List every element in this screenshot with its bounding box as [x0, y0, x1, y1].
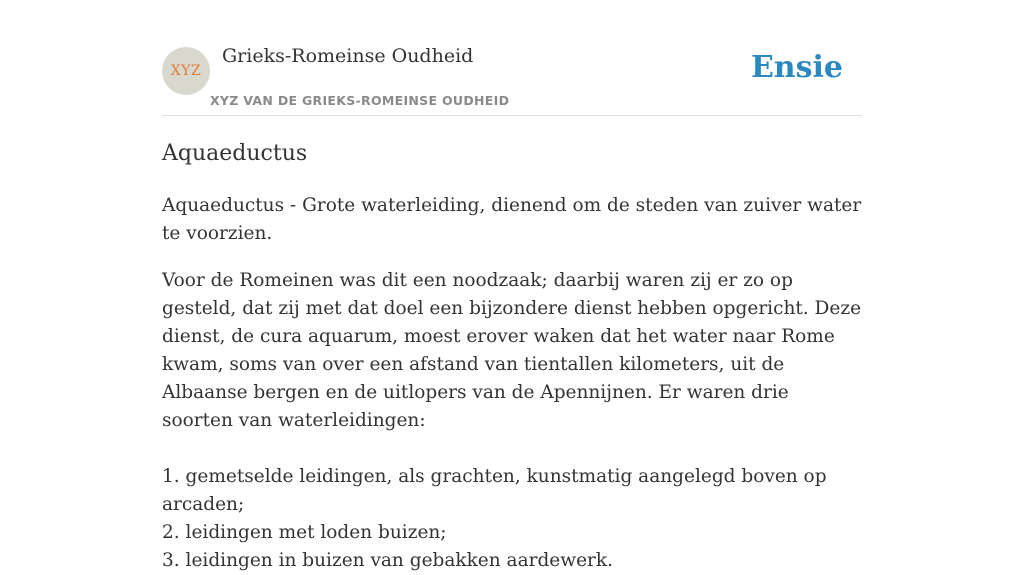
list-item: 2. leidingen met loden buizen;	[162, 522, 447, 543]
list-item: 3. leidingen in buizen van gebakken aardewerk.	[162, 550, 613, 571]
ensie-brand-link[interactable]: Ensie	[750, 50, 843, 85]
site-title[interactable]: Grieks-Romeinse Oudheid	[222, 45, 474, 67]
article-paragraph: Aquaeductus - Grote waterleiding, dienend om de steden van zuiver water te voorzien.	[162, 195, 862, 244]
site-subtitle: XYZ VAN DE GRIEKS-ROMEINSE OUDHEID	[210, 93, 510, 108]
list-item: 1. gemetselde leidingen, als grachten, kunstmatig aangelegd boven op arcaden;	[162, 466, 827, 515]
article-title: Aquaeductus	[162, 141, 308, 166]
article	[162, 136, 862, 575]
site-logo[interactable]	[162, 47, 210, 95]
article-list	[162, 463, 862, 575]
logo-text: XYZ	[170, 63, 202, 79]
article-paragraph: Voor de Romeinen was dit een noodzaak; daarbij waren zij er zo op gesteld, dat zij met dat doel een bijzondere dienst hebben opgericht. Deze dienst, de cura aquarum, moest erover waken dat het water naar Rome kwam, soms van over een afstand van tientallen kilometers, uit de Albaanse bergen en de uitlopers van de Apennijnen. Er waren drie soorten van waterleidingen:	[162, 270, 862, 431]
site-header	[162, 0, 862, 116]
